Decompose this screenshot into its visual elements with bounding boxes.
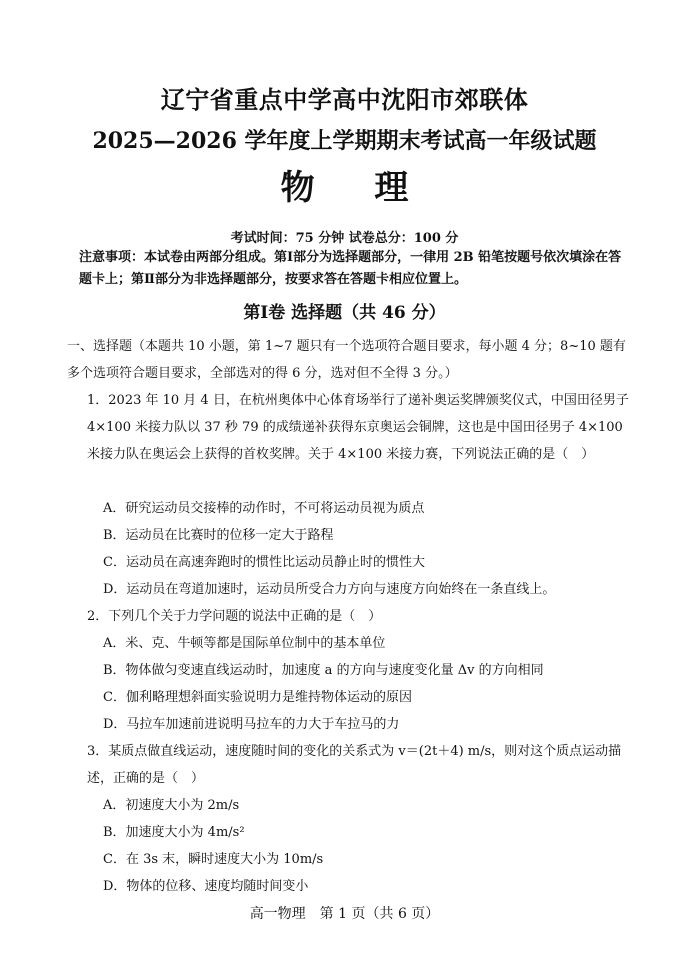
- exam-title-line1: 辽宁省重点中学高中沈阳市郊联体: [160, 85, 529, 114]
- question-2-option-a: A．米、克、牛顿等都是国际单位制中的基本单位: [103, 636, 386, 651]
- question-3-option-b: B．加速度大小为 4m/s²: [103, 825, 245, 840]
- page-footer: 高一物理 第 1 页（共 6 页）: [249, 906, 440, 922]
- question-1-option-d: D．运动员在弯道加速时，运动员所受合力方向与速度方向始终在一条直线上。: [103, 582, 556, 597]
- question-1-option-a: A．研究运动员交接棒的动作时，不可将运动员视为质点: [103, 501, 425, 516]
- question-3-option-c: C．在 3s 末，瞬时速度大小为 10m/s: [103, 852, 324, 867]
- exam-title-line2: 2025—2026 学年度上学期期末考试高一年级试题: [92, 128, 597, 154]
- question-3-option-a: A．初速度大小为 2m/s: [103, 798, 240, 813]
- exam-info: 考试时间：75 分钟 试卷总分：100 分: [230, 231, 459, 246]
- part-intro: 一、选择题（本题共 10 小题，第 1~7 题只有一个选项符合题目要求，每小题 4 分；8~10 题有多个选项符合题目要求，全部选对的得 6 分，选对但不全得 3 分。）: [67, 339, 626, 381]
- question-2-stem: 2．下列几个关于力学问题的说法中正确的是（ ）: [87, 609, 382, 624]
- question-1-option-b: B．运动员在比赛时的位移一定大于路程: [103, 528, 334, 543]
- question-1-stem: 1．2023 年 10 月 4 日，在杭州奥体中心体育场举行了递补奥运奖牌颁奖仪式，中国田径男子 4×100 米接力队以 37 秒 79 的成绩递补获得东京奥运会铜牌，这也是中国田径男子 4×100 米接力队在奥运会上获得的首枚奖牌。关于 4×100 米接力赛，下列说法正确的是（ ）: [87, 393, 629, 462]
- section-title: 第Ⅰ卷 选择题（共 46 分）: [243, 303, 446, 323]
- question-2-option-b: B．物体做匀变速直线运动时，加速度 a 的方向与速度变化量 Δv 的方向相同: [103, 663, 544, 678]
- question-2-option-d: D．马拉车加速前进说明马拉车的力大于车拉马的力: [103, 717, 400, 732]
- question-3-option-d: D．物体的位移、速度均随时间变小: [103, 879, 309, 894]
- question-2-option-c: C．伽利略理想斜面实验说明力是维持物体运动的原因: [103, 690, 412, 705]
- subject-title: 物 理: [280, 168, 433, 208]
- question-1-option-c: C．运动员在高速奔跑时的惯性比运动员静止时的惯性大: [103, 555, 425, 570]
- exam-notes: 注意事项：本试卷由两部分组成。第Ⅰ部分为选择题部分，一律用 2B 铅笔按题号依次填涂在答题卡上；第Ⅱ部分为非选择题部分，按要求答在答题卡相应位置上。: [79, 250, 622, 287]
- question-3-stem: 3．某质点做直线运动，速度随时间的变化的关系式为 v＝(2t＋4) m/s，则对这个质点运动描述，正确的是（ ）: [87, 744, 622, 786]
